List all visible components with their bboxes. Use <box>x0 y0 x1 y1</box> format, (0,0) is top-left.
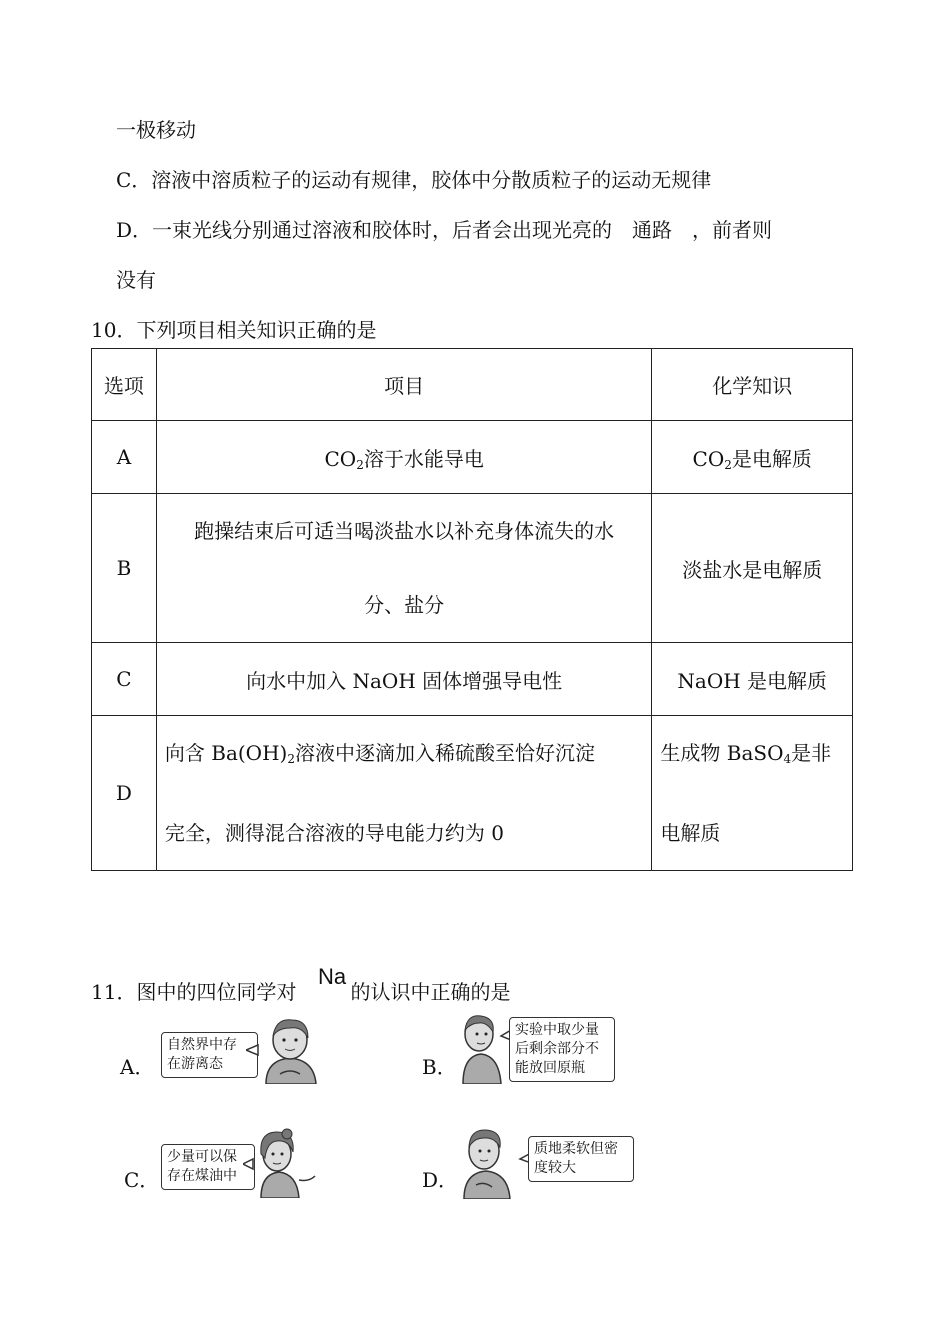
table-row-d <box>92 716 853 871</box>
table-row-a <box>92 421 853 494</box>
row-a-option: A <box>92 421 157 494</box>
option-d-bubble: 质地柔软但密 度较大 <box>528 1136 634 1182</box>
option-d-label: D． <box>422 1168 459 1192</box>
table-row-b <box>92 494 853 643</box>
row-b-option: B <box>92 494 157 643</box>
student-c-figure <box>243 1124 318 1198</box>
student-d-figure <box>456 1123 531 1199</box>
row-a-knowledge: $CO_2$是电解质 <box>652 421 853 494</box>
option-b-bubble: 实验中取少量 后剩余部分不 能放回原瓶 <box>509 1017 615 1082</box>
row-c-item: 向水中加入 NaOH 固体增强导电性 <box>156 643 652 716</box>
option-c-bubble: 少量可以保 存在煤油中 <box>161 1144 255 1190</box>
student-a-figure <box>246 1012 326 1084</box>
q9-option-d: D．一束光线分别通过溶液和胶体时，后者会出现光亮的 通路 ，前者则 <box>116 218 773 242</box>
q10-table <box>91 348 853 871</box>
option-c-label: C． <box>124 1168 160 1192</box>
q11-na-symbol: Na <box>318 964 347 989</box>
q11-stem: 11．图中的四位同学对 的认识中正确的是 <box>91 980 511 1004</box>
table-header-row <box>92 349 853 421</box>
option-a-bubble: 自然界中存 在游离态 <box>161 1032 258 1078</box>
row-a-item: $CO_2$溶于水能导电 <box>156 421 652 494</box>
option-a-label: A． <box>120 1055 155 1079</box>
q9-continuation: 一极移动 <box>116 118 196 142</box>
row-d-knowledge: 生成物 BaSO$_4$是非 电解质 <box>652 716 853 871</box>
q9-option-c: C．溶液中溶质粒子的运动有规律，胶体中分散质粒子的运动无规律 <box>116 168 712 192</box>
student-b-figure <box>455 1010 511 1084</box>
row-b-knowledge: 淡盐水是电解质 <box>652 494 853 643</box>
option-b-label: B． <box>422 1055 457 1079</box>
row-d-option: D <box>92 716 157 871</box>
q10-stem: 10．下列项目相关知识正确的是 <box>91 318 377 342</box>
row-c-knowledge: NaOH 是电解质 <box>652 643 853 716</box>
row-b-item: 跑操结束后可适当喝淡盐水以补充身体流失的水 分、盐分 <box>156 494 652 643</box>
row-c-option: C <box>92 643 157 716</box>
header-item: 项目 <box>156 349 652 421</box>
q9-option-d-cont: 没有 <box>116 268 156 292</box>
table-row-c <box>92 643 853 716</box>
row-d-item: 向含 $Ba(OH)_2$溶液中逐滴加入稀硫酸至恰好沉淀 完全，测得混合溶液的导电能力约为 0 <box>156 716 652 871</box>
header-option: 选项 <box>92 349 157 421</box>
header-knowledge: 化学知识 <box>652 349 853 421</box>
